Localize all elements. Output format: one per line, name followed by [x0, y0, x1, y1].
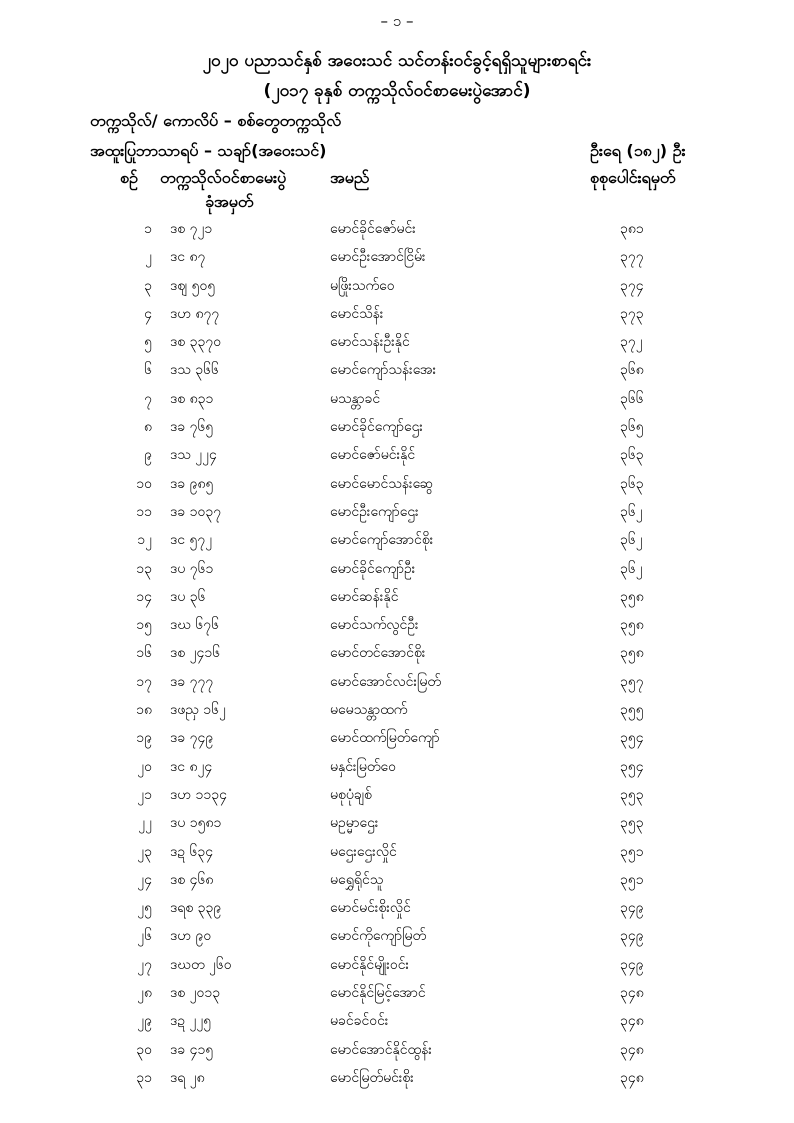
row-number: ၂၉ [137, 1013, 152, 1030]
row-number: ၂၀ [137, 758, 152, 775]
row-number: ၁၃ [136, 560, 152, 577]
row-number: ၈ [144, 419, 152, 436]
table-row [0, 892, 794, 920]
roll-number-cell: ဒင ၈၇ [170, 249, 206, 266]
table-row [0, 354, 794, 382]
marks-cell: ၃၄၈ [620, 1069, 644, 1086]
name-cell: မောင်အောင်နိုင်ထွန်း [330, 1041, 432, 1058]
name-cell: မစုပုံချစ် [330, 786, 372, 803]
roll-number-cell: ဒဃတ ၂၆၀ [170, 956, 232, 973]
marks-cell: ၃၆၈ [620, 362, 644, 379]
table-row [0, 779, 794, 807]
roll-number-cell: ဒပ ၁၅၈၁ [170, 815, 222, 832]
row-number: ၂၂ [138, 815, 152, 832]
name-cell: မောင်အောင်လင်းမြတ် [330, 673, 441, 690]
marks-cell: ၃၅၁ [620, 843, 644, 860]
name-cell: မောင်ဆန်းနိုင် [330, 588, 399, 605]
results-table [0, 213, 794, 1090]
row-number: ၁၇ [136, 673, 152, 690]
row-number: ၂၅ [137, 900, 152, 917]
row-number: ၂၆ [137, 928, 152, 945]
table-row [0, 553, 794, 581]
row-number: ၆ [144, 362, 152, 379]
row-number: ၃၁ [136, 1069, 152, 1086]
roll-number-cell: ဒစ ၂၄၁၆ [170, 645, 221, 662]
marks-cell: ၃၇၃ [620, 305, 644, 322]
table-row [0, 524, 794, 552]
table-row [0, 836, 794, 864]
name-cell: မောင်သိန်း [330, 305, 384, 322]
row-number: ၁၆ [136, 645, 152, 662]
name-cell: မမေသန္တာထက် [330, 702, 408, 719]
roll-number-cell: ဒခ ၄၁၅ [170, 1041, 214, 1058]
roll-number-cell: ဒစ ၄၆၈ [170, 871, 214, 888]
document-title: ၂၀၂၀ ပညာသင်နှစ် အဝေးသင် သင်တန်းဝင်ခွင့်ရရှိသူများစာရင်း [202, 51, 592, 71]
roll-number-cell: ဒင ၅၇၂ [170, 532, 213, 549]
roll-number-cell: ဒဍ ၂၂၅ [170, 1013, 212, 1030]
table-row [0, 326, 794, 354]
marks-cell: ၃၅၄ [620, 730, 644, 747]
table-row [0, 637, 794, 665]
name-cell: မောင်ကျော်သန်းအေး [330, 362, 437, 379]
marks-cell: ၃၆၂ [620, 503, 643, 520]
name-cell: မောင်မင်းစိုးလှိုင် [330, 900, 411, 917]
name-cell: မရွှေရိုင်သူ [330, 871, 384, 888]
table-row [0, 864, 794, 892]
row-number: ၁ [144, 221, 152, 237]
name-cell: မောင်ဦးကျော်ဌေး [330, 503, 419, 520]
header-no: စဉ် [120, 168, 138, 187]
marks-cell: ၃၆၆ [620, 390, 644, 407]
roll-number-cell: ဒဟ ၁၁၃၄ [170, 786, 227, 803]
row-number: ၄ [144, 305, 152, 322]
marks-cell: ၃၇၇ [620, 249, 644, 266]
table-row [0, 722, 794, 750]
roll-number-cell: ဒရ ၂၈ [170, 1069, 205, 1086]
row-number: ၁၂ [137, 532, 152, 549]
marks-cell: ၃၅၇ [620, 673, 644, 690]
marks-cell: ၃၅၈ [620, 588, 644, 605]
row-number: ၂၁ [137, 786, 152, 803]
page-number: – ၁ – [380, 12, 414, 30]
marks-cell: ၃၄၉ [620, 928, 644, 945]
table-row [0, 581, 794, 609]
marks-cell: ၃၄၉ [620, 956, 644, 973]
roll-number-cell: ဒစ ၇၂၁ [170, 221, 213, 237]
marks-cell: ၃၅၄ [620, 758, 644, 775]
name-cell: မောင်ကိုကျော်မြတ် [330, 928, 427, 945]
specialization-line: အထူးပြုဘာသာရပ် – သချာ်(အဝေးသင်) [90, 141, 327, 160]
marks-cell: ၃၅၃ [620, 815, 644, 832]
row-number: ၂၄ [137, 871, 152, 888]
roll-number-cell: ဒဍ ၆၃၄ [170, 843, 214, 860]
marks-cell: ၃၄၈ [620, 1013, 644, 1030]
roll-number-cell: ဒသ ၃၆၆ [170, 362, 219, 379]
row-number: ၁၈ [136, 702, 152, 719]
name-cell: မောင်ဇော်မင်းနိုင် [330, 447, 416, 464]
university-line: တက္ကသိုလ်/ ကောလိပ် – စစ်တွေတက္ကသိုလ် [90, 111, 342, 130]
table-row [0, 439, 794, 467]
name-cell: မောင်မြတ်မင်းစိုး [330, 1069, 414, 1086]
student-count: ဦးရေ (၁၈၂) ဦး [590, 141, 686, 160]
row-number: ၃၀ [136, 1041, 152, 1058]
name-cell: မနှင်းမြတ်ဝေ [330, 758, 396, 775]
name-cell: မဌေးဌေးလှိုင် [330, 843, 397, 860]
row-number: ၅ [144, 334, 152, 351]
table-row [0, 411, 794, 439]
table-row [0, 270, 794, 298]
row-number: ၁၁ [136, 503, 152, 520]
name-cell: မောင်ဦးအောင်ငြိမ်း [330, 249, 426, 266]
marks-cell: ၃၅၈ [620, 645, 644, 662]
table-row [0, 977, 794, 1005]
table-row [0, 496, 794, 524]
marks-cell: ၃၄၈ [620, 985, 644, 1002]
row-number: ၂၃ [137, 843, 152, 860]
marks-cell: ၃၇၄ [620, 277, 644, 294]
table-row [0, 920, 794, 948]
table-row [0, 468, 794, 496]
row-number: ၉ [144, 447, 152, 464]
table-row [0, 1034, 794, 1062]
roll-number-cell: ဒခ ၇၆၅ [170, 419, 214, 436]
roll-number-cell: ဒစ ၃၃၇၀ [170, 334, 222, 351]
row-number: ၁၅ [136, 617, 152, 634]
table-row [0, 1062, 794, 1090]
roll-number-cell: ဒပ ၇၆၁ [170, 560, 214, 577]
roll-number-cell: ဒဃ ၆၇၆ [170, 617, 220, 634]
name-cell: မောင်တင်အောင်စိုး [330, 645, 426, 662]
name-cell: မောင်ခိုင်ကျော်ဦး [330, 560, 416, 577]
row-number: ၁၄ [136, 588, 152, 605]
roll-number-cell: ဒပ ၃၆ [170, 588, 206, 605]
marks-cell: ၃၇၂ [620, 334, 643, 351]
header-name: အမည် [330, 168, 370, 187]
roll-number-cell: ဒဈ ၅၀၅ [170, 277, 216, 294]
roll-number-cell: ဒင ၈၂၄ [170, 758, 213, 775]
marks-cell: ၃၅၁ [620, 871, 644, 888]
marks-cell: ၃၆၂ [620, 560, 643, 577]
row-number: ၂၈ [137, 985, 152, 1002]
name-cell: မောင်မောင်သန်းဆွေ [330, 475, 434, 492]
name-cell: မောင်ခိုင်ဇော်မင်း [330, 221, 416, 237]
roll-number-cell: ဒခ ၉၈၅ [170, 475, 214, 492]
row-number: ၂၇ [137, 956, 152, 973]
name-cell: မောင်နိုင်မြင့်အောင် [330, 985, 426, 1002]
roll-number-cell: ဒခ ၁၀၃၇ [170, 503, 222, 520]
table-row [0, 298, 794, 326]
marks-cell: ၃၆၅ [620, 419, 644, 436]
marks-cell: ၃၅၅ [620, 702, 644, 719]
marks-cell: ၃၈၁ [620, 221, 644, 237]
table-row [0, 1005, 794, 1033]
name-cell: မောင်သန်းဦးနိုင် [330, 334, 410, 351]
roll-number-cell: ဒဖညှ ၁၆၂ [170, 702, 226, 719]
roll-number-cell: ဒခ ၇၇၇ [170, 673, 214, 690]
marks-cell: ၃၄၈ [620, 1041, 644, 1058]
marks-cell: ၃၅၃ [620, 786, 644, 803]
header-marks: စုစုပေါင်းရမှတ် [590, 168, 676, 187]
row-number: ၂ [145, 249, 152, 266]
name-cell: မဥမ္မာဌေး [330, 815, 379, 832]
row-number: ၃ [144, 277, 152, 294]
row-number: ၁၉ [136, 730, 152, 747]
table-row [0, 213, 794, 241]
table-row [0, 609, 794, 637]
roll-number-cell: ဒရစ ၃၃၉ [170, 900, 222, 917]
table-row [0, 241, 794, 269]
roll-number-cell: ဒစ ၂၀၁၃ [170, 985, 221, 1002]
header-roll-number-line2: ခုံအမှတ် [205, 192, 254, 211]
marks-cell: ၃၄၉ [620, 900, 644, 917]
name-cell: မသန္တာခင် [330, 390, 381, 407]
row-number: ၁၀ [136, 475, 152, 492]
table-row [0, 694, 794, 722]
marks-cell: ၃၅၈ [620, 617, 644, 634]
name-cell: မောင်ကျော်အောင်စိုး [330, 532, 434, 549]
name-cell: မောင်သက်လွင်ဦး [330, 617, 419, 634]
roll-number-cell: ဒသ ၂၂၄ [170, 447, 217, 464]
marks-cell: ၃၆၃ [620, 447, 644, 464]
name-cell: မောင်ခိုင်ကျော်ဌေး [330, 419, 423, 436]
table-row [0, 807, 794, 835]
roll-number-cell: ဒခ ၇၄၉ [170, 730, 214, 747]
table-row [0, 949, 794, 977]
roll-number-cell: ဒဟ ၈၇၇ [170, 305, 220, 322]
row-number: ၇ [144, 390, 152, 407]
roll-number-cell: ဒဟ ၉၀ [170, 928, 212, 945]
name-cell: မဖြိုးသက်ဝေ [330, 277, 395, 294]
table-row [0, 666, 794, 694]
marks-cell: ၃၆၂ [620, 532, 643, 549]
name-cell: မခင်ခင်ဝင်း [330, 1013, 389, 1030]
document-subtitle: (၂၀၁၇ ခုနှစ် တက္ကသိုလ်ဝင်စာမေးပွဲအောင်) [263, 81, 531, 101]
table-row [0, 383, 794, 411]
table-row [0, 751, 794, 779]
roll-number-cell: ဒစ ၈၃၁ [170, 390, 214, 407]
name-cell: မောင်နိုင်မျိုးဝင်း [330, 956, 410, 973]
name-cell: မောင်ထက်မြတ်ကျော် [330, 730, 440, 747]
header-roll-number: တက္ကသိုလ်ဝင်စာမေးပွဲ [160, 168, 287, 187]
marks-cell: ၃၆၃ [620, 475, 644, 492]
